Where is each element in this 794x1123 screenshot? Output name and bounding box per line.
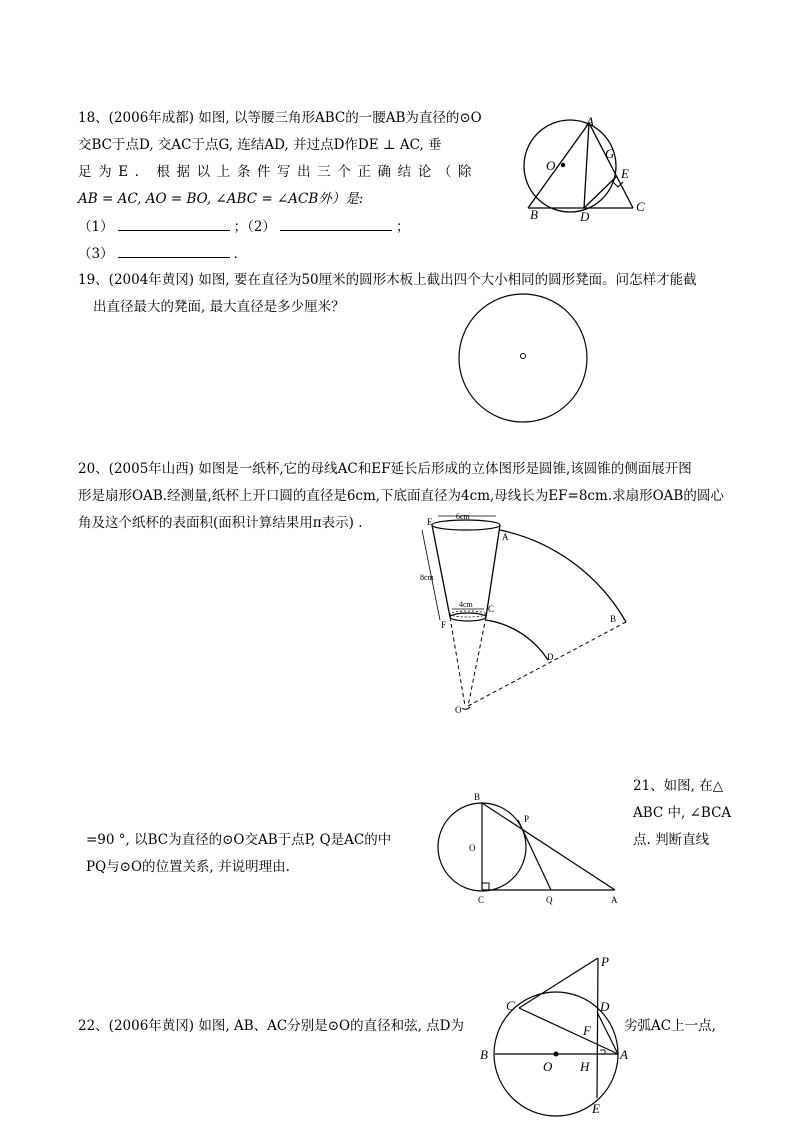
- q21-label-p: P: [524, 814, 530, 824]
- q18-sep2: ；: [395, 219, 410, 235]
- q22-line-b: 劣弧AC上一点,: [624, 1018, 716, 1034]
- q20-label-top-dia: 6cm: [456, 512, 470, 521]
- q20-label-d: D: [547, 652, 554, 662]
- q19-line2: 出直径最大的凳面, 最大直径是多少厘米？: [93, 299, 345, 315]
- q18-label-b: B: [530, 207, 538, 222]
- q20-line3: 角及这个纸杯的表面积(面积计算结果用π表示) .: [78, 515, 363, 531]
- q18-label-g: G: [605, 146, 615, 161]
- q20-label-e: E: [427, 517, 433, 527]
- q22-label-e: E: [592, 1101, 600, 1116]
- q21-label-a: A: [611, 895, 618, 905]
- q22-label-a: A: [620, 1047, 628, 1062]
- q22-label-b: B: [480, 1047, 488, 1062]
- q21-line-e: PQ与⊙O的位置关系, 并说明理由.: [86, 859, 290, 875]
- q18-label-d: D: [580, 209, 590, 224]
- q20-label-o: O: [455, 705, 462, 715]
- q21-line-b: ABC 中, ∠BCA: [633, 805, 732, 821]
- q18-line4: AB = AC, AO = BO, ∠ABC = ∠ACB外）是:: [78, 191, 364, 207]
- q22-label-f: F: [583, 1023, 591, 1038]
- q18-line2: 交BC于点D, 交AC于点G, 连结AD, 并过点D作DE ⊥ AC, 垂: [78, 137, 442, 153]
- q20-line2: 形是扇形OAB.经测量,纸杯上开口圆的直径是6cm,下底面直径为4cm,母线长为EF=8cm.求扇形OAB的圆心: [78, 488, 724, 504]
- q22-label-h: H: [580, 1059, 590, 1074]
- q21-label-b: B: [474, 792, 481, 802]
- q18-line1: 18、(2006年成都) 如图, 以等腰三角形ABC的一腰AB为直径的⊙O: [78, 110, 482, 126]
- q21-line-c: =90 °, 以BC为直径的⊙O交AB于点P, Q是AC的中: [86, 832, 392, 848]
- q20-label-bottom-dia: 4cm: [459, 600, 473, 609]
- q20-label-a: A: [502, 532, 509, 542]
- q22-label-c: C: [506, 998, 515, 1013]
- q22-label-o: O: [543, 1059, 553, 1074]
- q21-label-c: C: [478, 895, 485, 905]
- q22-label-p: P: [601, 954, 609, 969]
- q20-line1: 20、(2005年山西) 如图是一纸杯,它的母线AC和EF延长后形成的立体图形是圆锥,该圆锥的侧面展开图: [78, 461, 692, 477]
- q20-label-c: C: [488, 604, 495, 614]
- q22-label-d: D: [600, 999, 610, 1014]
- q18-label-c: C: [636, 199, 645, 214]
- q22-line-a: 22、(2006年黄冈) 如图, AB、AC分别是⊙O的直径和弦, 点D为: [78, 1018, 464, 1034]
- q18-sep1: ；（2）: [233, 219, 276, 235]
- q18-label-a: A: [586, 114, 594, 129]
- q20-label-side: 8cm: [420, 573, 434, 582]
- q18-end: ．: [233, 246, 248, 262]
- q20-label-f: F: [441, 620, 447, 630]
- q20-label-b: B: [610, 614, 617, 624]
- q21-line-d: 点. 判断直线: [633, 832, 710, 848]
- q21-label-q: Q: [546, 895, 553, 905]
- q19-line1: 19、(2004年黄冈) 如图, 要在直径为50厘米的圆形木板上截出四个大小相同的圆形凳面。问怎样才能截: [78, 272, 697, 288]
- q18-ans3-label: （3）: [78, 246, 114, 262]
- q18-label-e: E: [621, 166, 629, 181]
- q18-label-o: O: [546, 158, 556, 173]
- q21-line-a: 21、如图, 在△: [633, 778, 724, 794]
- q21-label-o: O: [469, 843, 476, 853]
- q18-ans1-label: （1）: [78, 219, 114, 235]
- q18-line3: 足为E. 根据以上条件写出三个正确结论（除: [78, 164, 479, 180]
